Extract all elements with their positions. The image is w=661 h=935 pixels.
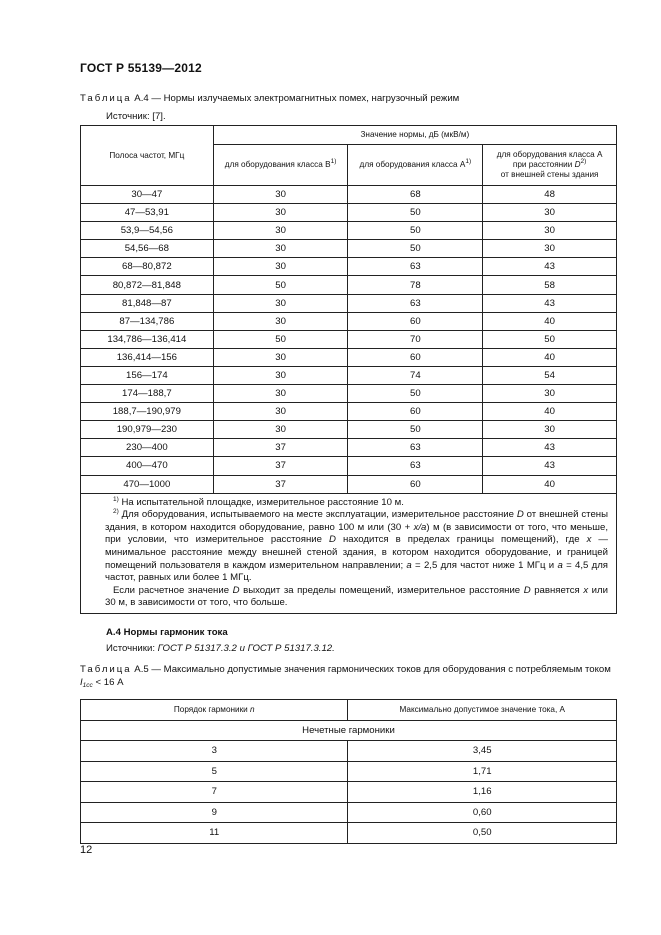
- cell-class-a-distance: 43: [483, 457, 617, 475]
- table-row: [81, 258, 617, 276]
- section-sources: [106, 643, 335, 654]
- var-d: D: [523, 584, 531, 596]
- sources-label: Источники:: [106, 643, 158, 654]
- cell-class-b: 30: [213, 186, 348, 204]
- table-a5-caption: [80, 664, 617, 689]
- col-header-line-1: для оборудования класса А: [496, 150, 603, 159]
- cell-class-b: 30: [213, 258, 348, 276]
- cell-class-b: 37: [213, 457, 348, 475]
- col-header-line-2-text: при расстоянии: [512, 160, 575, 169]
- footnote-ref-1: 1): [330, 158, 337, 165]
- cell-class-a: 78: [348, 276, 483, 294]
- var-i: I: [80, 676, 83, 688]
- cell-frequency: 400—470: [81, 457, 214, 475]
- var-a: a: [406, 559, 412, 571]
- col-header-class-a-distance: [483, 145, 617, 186]
- table-row: [81, 348, 617, 366]
- cell-frequency: 190,979—230: [81, 421, 214, 439]
- table-a4-caption: [80, 93, 459, 104]
- note-3-part: Если расчетное значение: [113, 584, 233, 596]
- cell-frequency: 174—188,7: [81, 385, 214, 403]
- footnote-ref-1: 1): [465, 158, 472, 165]
- note-2-part: = 4,5 для частот, равных или более 1 МГц.: [105, 559, 609, 584]
- cell-class-a: 50: [348, 204, 483, 222]
- cell-frequency: 54,56—68: [81, 240, 214, 258]
- cell-class-a: 60: [348, 312, 483, 330]
- cell-frequency: 81,848—87: [81, 294, 214, 312]
- table-a5-body: [81, 741, 617, 844]
- table-row: [81, 385, 617, 403]
- var-x: x: [586, 534, 592, 546]
- cell-class-a: 50: [348, 222, 483, 240]
- table-a5-group-row: [81, 720, 617, 741]
- table-row: [81, 421, 617, 439]
- cell-class-a-distance: 43: [483, 258, 617, 276]
- cell-class-a-distance: 30: [483, 240, 617, 258]
- note-1-text: На испытательной площадке, измерительное расстояние 10 м.: [118, 496, 404, 508]
- cell-max-current: 3,45: [348, 741, 617, 762]
- table-row: [81, 761, 617, 782]
- var-d: D: [328, 534, 336, 546]
- cell-frequency: 470—1000: [81, 475, 214, 493]
- table-row: [81, 366, 617, 384]
- var-d: D: [574, 160, 581, 169]
- cell-frequency: 230—400: [81, 439, 214, 457]
- table-row: [81, 741, 617, 762]
- note-2-part: — минимальное расстояние между внешней стеной здания, в котором находится оборудование, и границей помещений пользователя в каждом измерительном направлении;: [105, 534, 608, 571]
- cell-class-a-distance: 54: [483, 366, 617, 384]
- note-3-part: выходит за пределы помещений, измерительное расстояние: [239, 584, 524, 596]
- var-d: D: [232, 584, 240, 596]
- cell-class-a: 63: [348, 258, 483, 276]
- cell-frequency: 30—47: [81, 186, 214, 204]
- cell-frequency: 68—80,872: [81, 258, 214, 276]
- cell-class-b: 37: [213, 439, 348, 457]
- cell-frequency: 136,414—156: [81, 348, 214, 366]
- cell-class-a-distance: 40: [483, 348, 617, 366]
- table-a5-header-row: [81, 700, 617, 721]
- cell-class-a: 60: [348, 403, 483, 421]
- cell-max-current: 0,60: [348, 802, 617, 823]
- note-2-part: ) м (в зависимости от того, что меньше, при условии, что измерительное расстояние: [105, 521, 608, 546]
- table-a4: [80, 125, 617, 614]
- cell-class-b: 30: [213, 222, 348, 240]
- cell-class-a: 50: [348, 240, 483, 258]
- col-header-class-a: [348, 145, 483, 186]
- table-row: [81, 186, 617, 204]
- table-a4-caption-text: А.4 — Нормы излучаемых электромагнитных помех, нагрузочный режим: [131, 93, 460, 104]
- table-a4-caption-label: Таблица: [80, 93, 132, 104]
- cell-class-a-distance: 40: [483, 403, 617, 421]
- table-row: [81, 276, 617, 294]
- note-3-part: равняется: [530, 584, 584, 596]
- table-row: [81, 240, 617, 258]
- note-2-part: Для оборудования, испытываемого на месте эксплуатации, измерительное расстояние: [118, 509, 517, 521]
- table-a5-caption-end: < 16 А: [92, 676, 124, 688]
- var-a: a: [557, 559, 563, 571]
- note-1-marker: 1): [113, 495, 119, 503]
- table-row: [81, 312, 617, 330]
- cell-harmonic-order: 11: [81, 823, 348, 844]
- cell-class-b: 30: [213, 348, 348, 366]
- group-odd-harmonics: Нечетные гармоники: [81, 720, 617, 741]
- cell-class-a-distance: 48: [483, 186, 617, 204]
- note-1: [105, 497, 608, 510]
- cell-harmonic-order: 3: [81, 741, 348, 762]
- table-a5: [80, 699, 617, 844]
- col-header-class-b-text: для оборудования класса В: [224, 160, 331, 169]
- cell-class-a-distance: 30: [483, 421, 617, 439]
- table-row: [81, 475, 617, 493]
- var-i-subscript: 1cc: [82, 681, 93, 689]
- table-row: [81, 204, 617, 222]
- var-x: x: [583, 584, 589, 596]
- cell-class-a: 50: [348, 385, 483, 403]
- cell-class-a: 70: [348, 330, 483, 348]
- note-2-part: от внешней стены здания, в котором находится оборудование, равно 100 м или (30 +: [105, 509, 608, 533]
- table-row: [81, 439, 617, 457]
- cell-class-b: 30: [213, 312, 348, 330]
- cell-class-a-distance: 43: [483, 294, 617, 312]
- cell-class-b: 30: [213, 421, 348, 439]
- var-n: n: [250, 705, 255, 715]
- col-header-norm-value: Значение нормы, дБ (мкВ/м): [213, 126, 616, 145]
- document-header: ГОСТ Р 55139—2012: [80, 61, 202, 75]
- cell-frequency: 80,872—81,848: [81, 276, 214, 294]
- table-row: [81, 294, 617, 312]
- cell-frequency: 47—53,91: [81, 204, 214, 222]
- section-title: А.4 Нормы гармоник тока: [106, 627, 228, 638]
- col-header-frequency: Полоса частот, МГц: [81, 126, 214, 186]
- cell-class-a-distance: 43: [483, 439, 617, 457]
- cell-class-a: 63: [348, 439, 483, 457]
- table-row: [81, 330, 617, 348]
- table-a5-caption-text: А.5 — Максимально допустимые значения гармонических токов для оборудования с потребляемым током: [131, 664, 611, 675]
- cell-class-b: 30: [213, 403, 348, 421]
- cell-harmonic-order: 9: [81, 802, 348, 823]
- var-x-over-a: x/a: [413, 521, 427, 533]
- sources-value: ГОСТ Р 51317.3.2 и ГОСТ Р 51317.3.12.: [157, 643, 335, 654]
- cell-class-b: 50: [213, 276, 348, 294]
- cell-max-current: 0,50: [348, 823, 617, 844]
- note-3-part: или 30 м, в зависимости от того, что больше.: [105, 584, 608, 609]
- cell-class-b: 30: [213, 385, 348, 403]
- col-header-class-b: [213, 145, 348, 186]
- col-header-harmonic-order: [81, 700, 348, 721]
- cell-class-a: 50: [348, 421, 483, 439]
- cell-class-a: 60: [348, 348, 483, 366]
- cell-class-a-distance: 58: [483, 276, 617, 294]
- col-header-class-a-text: для оборудования класса А: [359, 160, 466, 169]
- page-number: 12: [80, 844, 93, 856]
- cell-class-b: 37: [213, 475, 348, 493]
- table-row: [81, 802, 617, 823]
- cell-frequency: 156—174: [81, 366, 214, 384]
- cell-class-b: 50: [213, 330, 348, 348]
- cell-class-a: 63: [348, 457, 483, 475]
- note-2-part: находится в пределах границы помещений), где: [335, 534, 587, 546]
- cell-class-a: 60: [348, 475, 483, 493]
- footnote-ref-2: 2): [580, 158, 587, 165]
- cell-max-current: 1,71: [348, 761, 617, 782]
- col-header-max-current: Максимально допустимое значение тока, А: [348, 700, 617, 721]
- cell-class-b: 30: [213, 240, 348, 258]
- table-row: [81, 222, 617, 240]
- table-a4-notes-row: [81, 493, 617, 613]
- cell-class-b: 30: [213, 204, 348, 222]
- table-row: [81, 782, 617, 803]
- col-header-harmonic-order-text: Порядок гармоники: [173, 705, 251, 715]
- cell-class-a-distance: 30: [483, 222, 617, 240]
- cell-frequency: 188,7—190,979: [81, 403, 214, 421]
- cell-frequency: 87—134,786: [81, 312, 214, 330]
- cell-max-current: 1,16: [348, 782, 617, 803]
- cell-class-a-distance: 40: [483, 475, 617, 493]
- table-a4-source: Источник: [7].: [106, 111, 166, 122]
- cell-class-a: 63: [348, 294, 483, 312]
- cell-class-a-distance: 30: [483, 204, 617, 222]
- cell-class-a-distance: 40: [483, 312, 617, 330]
- cell-class-a-distance: 30: [483, 385, 617, 403]
- cell-frequency: 134,786—136,414: [81, 330, 214, 348]
- cell-class-a: 68: [348, 186, 483, 204]
- note-3: [105, 585, 608, 610]
- note-2-marker: 2): [113, 508, 119, 516]
- note-2: [105, 509, 608, 585]
- table-a5-caption-label: Таблица: [80, 664, 132, 675]
- cell-class-a: 74: [348, 366, 483, 384]
- col-header-line-3: от внешней стены здания: [500, 170, 599, 179]
- cell-frequency: 53,9—54,56: [81, 222, 214, 240]
- cell-harmonic-order: 5: [81, 761, 348, 782]
- table-a4-body: [81, 186, 617, 494]
- note-2-part: = 2,5 для частот ниже 1 МГц и: [411, 559, 558, 571]
- table-a4-header-row-1: [81, 126, 617, 145]
- table-row: [81, 457, 617, 475]
- table-row: [81, 823, 617, 844]
- cell-class-a-distance: 50: [483, 330, 617, 348]
- table-row: [81, 403, 617, 421]
- table-a4-notes: [81, 493, 617, 613]
- cell-class-b: 30: [213, 294, 348, 312]
- col-header-line-2: [483, 160, 616, 170]
- cell-harmonic-order: 7: [81, 782, 348, 803]
- cell-class-b: 30: [213, 366, 348, 384]
- var-d: D: [516, 509, 524, 521]
